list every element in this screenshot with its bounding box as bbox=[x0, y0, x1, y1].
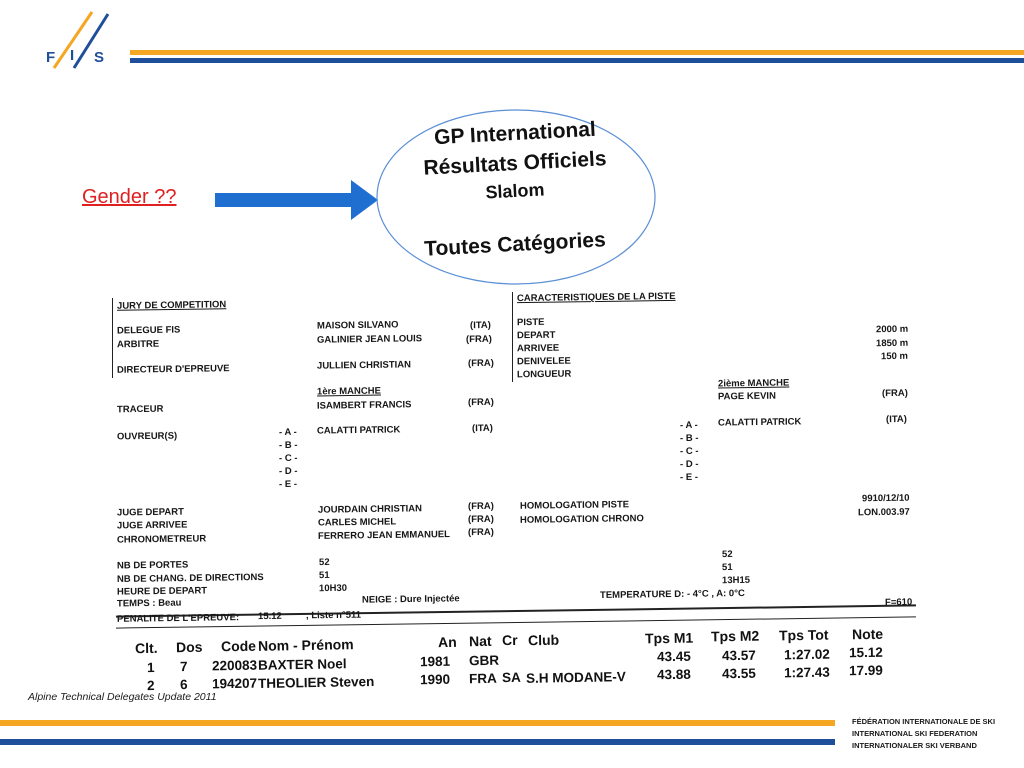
arbitre-name: GALINIER JEAN LOUIS bbox=[316, 333, 423, 346]
arrow-right-icon bbox=[212, 178, 382, 222]
table-row-1-tot: 1:27.02 bbox=[783, 646, 830, 663]
col-nat: Nat bbox=[468, 632, 492, 650]
table-row-1-clt: 1 bbox=[146, 659, 155, 676]
homologation-piste-value: 9910/12/10 bbox=[861, 492, 910, 505]
col-club: Club bbox=[527, 631, 560, 649]
juge-depart-nat: (FRA) bbox=[467, 500, 494, 513]
heure-m1: 10H30 bbox=[318, 582, 348, 595]
table-row-2-dos: 6 bbox=[179, 676, 188, 693]
manche1-slot-b: - B - bbox=[278, 439, 298, 452]
arbitre-nat: (FRA) bbox=[465, 333, 492, 346]
arrivee-value: 1850 m bbox=[875, 337, 909, 350]
piste-heading: CARACTERISTIQUES DE LA PISTE bbox=[516, 290, 676, 305]
col-an: An bbox=[437, 633, 457, 651]
table-row-2-tot: 1:27.43 bbox=[783, 664, 830, 681]
temperature-label: TEMPERATURE D: - 4°C , A: 0°C bbox=[599, 587, 745, 602]
delegue-name: MAISON SILVANO bbox=[316, 319, 399, 332]
penalite-label: PENALITE DE L'EPREUVE: bbox=[116, 612, 240, 625]
col-tps-m1: Tps M1 bbox=[644, 629, 694, 647]
chrono-label: CHRONOMETREUR bbox=[116, 533, 207, 546]
col-clt: Clt. bbox=[134, 639, 158, 657]
manche2-heading: 2ième MANCHE bbox=[717, 377, 790, 390]
homologation-piste-label: HOMOLOGATION PISTE bbox=[519, 499, 630, 512]
title-line-1: GP International bbox=[433, 117, 597, 150]
portes-m2: 52 bbox=[721, 548, 733, 561]
depart-label: DEPART bbox=[516, 329, 556, 342]
longueur-label: LONGUEUR bbox=[516, 368, 572, 381]
table-row-2-m2: 43.55 bbox=[721, 665, 756, 682]
temps-label: TEMPS : Beau bbox=[116, 597, 182, 610]
chrono-nat: (FRA) bbox=[467, 526, 494, 539]
svg-text:S: S bbox=[94, 49, 105, 66]
table-row-2-an: 1990 bbox=[419, 671, 451, 688]
manche1-heading: 1ère MANCHE bbox=[316, 385, 381, 398]
manche2-traceur-nat: (FRA) bbox=[881, 387, 908, 400]
title-line-3: Slalom bbox=[484, 179, 545, 203]
header-rule-blue bbox=[130, 58, 1024, 63]
homologation-chrono-label: HOMOLOGATION CHRONO bbox=[519, 513, 644, 526]
piste-vertical-rule bbox=[512, 292, 513, 382]
traceur-label: TRACEUR bbox=[116, 403, 164, 416]
col-tps-m2: Tps M2 bbox=[710, 627, 760, 645]
liste-label: , Liste n°511 bbox=[305, 609, 362, 622]
neige-label: NEIGE : Dure Injectée bbox=[361, 593, 460, 606]
footer-org-line-3: INTERNATIONALER SKI VERBAND bbox=[852, 741, 977, 750]
manche2-slot-e: - E - bbox=[679, 471, 699, 484]
denivelee-label: DENIVELEE bbox=[516, 355, 571, 368]
svg-text:I: I bbox=[70, 47, 75, 64]
jury-heading: JURY DE COMPETITION bbox=[116, 299, 227, 312]
piste-label: PISTE bbox=[516, 316, 545, 329]
chang-m1: 51 bbox=[318, 569, 330, 582]
juge-depart-name: JOURDAIN CHRISTIAN bbox=[317, 503, 423, 516]
juge-depart-label: JUGE DEPART bbox=[116, 506, 184, 519]
manche1-slot-e: - E - bbox=[278, 478, 298, 491]
manche1-slot-a: - A - bbox=[278, 426, 297, 439]
footer-org-line-2: INTERNATIONAL SKI FEDERATION bbox=[852, 729, 978, 738]
table-row-2-code: 194207 bbox=[211, 675, 258, 692]
svg-text:F: F bbox=[46, 49, 56, 66]
table-row-1-m2: 43.57 bbox=[721, 647, 756, 664]
heure-label: HEURE DE DEPART bbox=[116, 585, 208, 598]
table-row-2-clt: 2 bbox=[146, 677, 155, 694]
title-line-4: Toutes Catégories bbox=[423, 228, 607, 261]
denivelee-value: 150 m bbox=[880, 350, 909, 363]
table-row-2-m1: 43.88 bbox=[656, 666, 691, 683]
directeur-label: DIRECTEUR D'EPREUVE bbox=[116, 363, 230, 376]
f-value: F=610 bbox=[884, 596, 913, 609]
title-line-2: Résultats Officiels bbox=[422, 147, 608, 180]
depart-value: 2000 m bbox=[875, 323, 909, 336]
juge-arrivee-name: CARLES MICHEL bbox=[317, 516, 397, 529]
manche1-ouvreur-nat: (ITA) bbox=[471, 422, 494, 435]
juge-arrivee-nat: (FRA) bbox=[467, 513, 494, 526]
header-rule-orange bbox=[130, 50, 1024, 55]
table-row-1-note: 15.12 bbox=[848, 644, 883, 661]
fis-logo bbox=[40, 10, 120, 70]
chang-m2: 51 bbox=[721, 561, 733, 574]
portes-label: NB DE PORTES bbox=[116, 559, 189, 572]
manche2-slot-b: - B - bbox=[679, 432, 699, 445]
juge-arrivee-label: JUGE ARRIVEE bbox=[116, 519, 188, 532]
heure-m2: 13H15 bbox=[721, 574, 751, 587]
col-nom: Nom - Prénom bbox=[257, 636, 354, 654]
ouvreur-label: OUVREUR(S) bbox=[116, 430, 178, 443]
manche2-slot-a: - A - bbox=[679, 419, 698, 432]
col-cr: Cr bbox=[501, 631, 518, 649]
manche1-slot-c: - C - bbox=[278, 452, 298, 465]
manche1-traceur-name: ISAMBERT FRANCIS bbox=[316, 399, 412, 412]
homologation-chrono-value: LON.003.97 bbox=[857, 506, 910, 519]
delegue-nat: (ITA) bbox=[469, 319, 492, 332]
footer-rule-blue bbox=[0, 739, 835, 745]
footer-note: Alpine Technical Delegates Update 2011 bbox=[28, 691, 217, 703]
manche2-slot-d: - D - bbox=[679, 458, 699, 471]
table-row-2-name: THEOLIER Steven bbox=[257, 673, 375, 692]
portes-m1: 52 bbox=[318, 556, 330, 569]
table-row-1-an: 1981 bbox=[419, 653, 451, 670]
manche1-traceur-nat: (FRA) bbox=[467, 396, 494, 409]
arbitre-label: ARBITRE bbox=[116, 338, 160, 351]
manche1-ouvreur-name: CALATTI PATRICK bbox=[316, 424, 401, 437]
table-row-2-cr: SA bbox=[501, 669, 521, 686]
col-code: Code bbox=[220, 637, 257, 655]
col-note: Note bbox=[851, 625, 884, 643]
footer-org-line-1: FÉDÉRATION INTERNATIONALE DE SKI bbox=[852, 717, 996, 726]
directeur-nat: (FRA) bbox=[467, 357, 494, 370]
manche2-traceur-name: PAGE KEVIN bbox=[717, 390, 776, 403]
jury-vertical-rule bbox=[112, 298, 113, 378]
table-row-2-note: 17.99 bbox=[848, 662, 883, 679]
table-row-1-nat: GBR bbox=[468, 652, 500, 669]
table-row-1-dos: 7 bbox=[179, 658, 188, 675]
footer-rule-orange bbox=[0, 720, 835, 726]
chrono-name: FERRERO JEAN EMMANUEL bbox=[317, 529, 451, 542]
penalite-value: 15.12 bbox=[257, 610, 282, 623]
arrivee-label: ARRIVEE bbox=[516, 342, 560, 355]
table-row-2-nat: FRA bbox=[468, 670, 497, 687]
delegue-label: DELEGUE FIS bbox=[116, 324, 181, 337]
manche2-slot-c: - C - bbox=[679, 445, 699, 458]
manche1-slot-d: - D - bbox=[278, 465, 298, 478]
chang-label: NB DE CHANG. DE DIRECTIONS bbox=[116, 571, 264, 586]
col-dos: Dos bbox=[175, 638, 203, 656]
table-row-1-m1: 43.45 bbox=[656, 648, 691, 665]
col-tps-tot: Tps Tot bbox=[778, 626, 829, 644]
manche2-ouvreur-nat: (ITA) bbox=[885, 413, 908, 426]
table-row-1-name: BAXTER Noel bbox=[257, 656, 347, 673]
manche2-ouvreur-name: CALATTI PATRICK bbox=[717, 416, 802, 429]
gender-label: Gender ?? bbox=[82, 186, 177, 208]
table-row-2-club: S.H MODANE-V bbox=[525, 669, 626, 686]
table-row-1-code: 220083 bbox=[211, 657, 258, 674]
directeur-name: JULLIEN CHRISTIAN bbox=[316, 359, 412, 372]
